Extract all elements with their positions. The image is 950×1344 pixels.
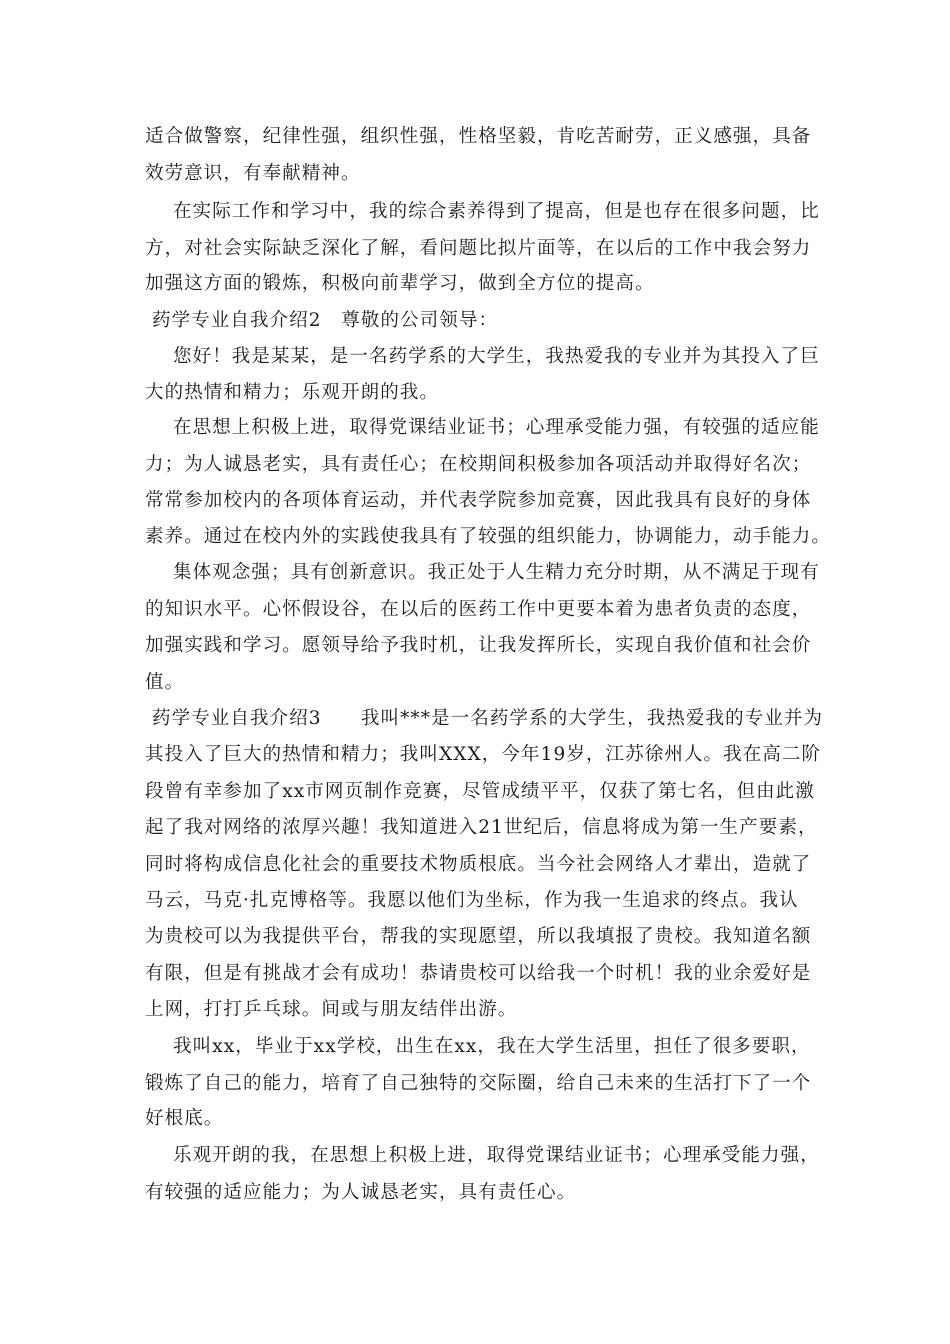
section-heading-3: 药学专业自我介绍3 我叫***是一名药学系的大学生，我热爱我的专业并为	[152, 708, 824, 729]
paragraph-start-line: 乐观开朗的我，在思想上积极上进，取得党课结业证书；心理承受能力强，	[173, 1145, 820, 1166]
text-line: 好根底。	[145, 1108, 224, 1129]
text-line: 大的热情和精力；乐观开朗的我。	[145, 382, 440, 403]
text-line: 力；为人诚恳老实，具有责任心；在校期间积极参加各项活动并取得好名次；	[145, 454, 812, 475]
text-line: 马云，马克·扎克博格等。我愿以他们为坐标，作为我一生追求的终点。我认	[145, 890, 799, 911]
text-line: 其投入了巨大的热情和精力；我叫XXX，今年19岁，江苏徐州人。我在高二阶	[145, 744, 822, 765]
text-line: 加强这方面的锻炼，积极向前辈学习，做到全方位的提高。	[145, 273, 655, 294]
text-line: 锻炼了自己的能力，培育了自己独特的交际圈，给自己未来的生活打下了一个	[145, 1073, 812, 1094]
paragraph-start-line: 您好！我是某某，是一名药学系的大学生，我热爱我的专业并为其投入了巨	[173, 346, 820, 367]
text-line: 效劳意识，有奉献精神。	[145, 163, 361, 184]
text-line: 上网，打打乒乓球。间或与朋友结伴出游。	[145, 999, 518, 1020]
text-line: 同时将构成信息化社会的重要技术物质根底。当今社会网络人才辈出，造就了	[145, 854, 812, 875]
text-line: 适合做警察，纪律性强，组织性强，性格坚毅，肯吃苦耐劳，正义感强，具备	[145, 126, 812, 147]
paragraph-start-line: 在实际工作和学习中，我的综合素养得到了提高，但是也存在很多问题，比	[173, 201, 820, 222]
text-line: 有较强的适应能力；为人诚恳老实，具有责任心。	[145, 1182, 577, 1203]
text-line: 起了我对网络的浓厚兴趣！我知道进入21世纪后，信息将成为第一生产要素，	[145, 817, 818, 838]
text-line: 方，对社会实际缺乏深化了解，看问题比拟片面等，在以后的工作中我会努力	[145, 238, 812, 259]
text-line: 段曾有幸参加了xx市网页制作竞赛，尽管成绩平平，仅获了第七名，但由此激	[145, 781, 815, 802]
text-line: 为贵校可以为我提供平台，帮我的实现愿望，所以我填报了贵校。我知道名额	[145, 926, 812, 947]
text-line: 素养。通过在校内外的实践使我具有了较强的组织能力，协调能力，动手能力。	[145, 526, 832, 547]
text-line: 有限，但是有挑战才会有成功！恭请贵校可以给我一个时机！我的业余爱好是	[145, 963, 812, 984]
text-line: 值。	[145, 672, 185, 693]
text-line: 常常参加校内的各项体育运动，并代表学院参加竞赛，因此我具有良好的身体	[145, 490, 812, 511]
text-line: 的知识水平。心怀假设谷，在以后的医药工作中更要本着为患者负责的态度，	[145, 599, 812, 620]
paragraph-start-line: 在思想上积极上进，取得党课结业证书；心理承受能力强，有较强的适应能	[173, 417, 820, 438]
section-heading-2: 药学专业自我介绍2 尊敬的公司领导：	[152, 310, 499, 331]
paragraph-start-line: 集体观念强；具有创新意识。我正处于人生精力充分时期，从不满足于现有	[173, 562, 820, 583]
paragraph-start-line: 我叫xx，毕业于xx学校，出生在xx，我在大学生活里，担任了很多要职，	[173, 1036, 811, 1057]
text-line: 加强实践和学习。愿领导给予我时机，让我发挥所长，实现自我价值和社会价	[145, 635, 812, 656]
